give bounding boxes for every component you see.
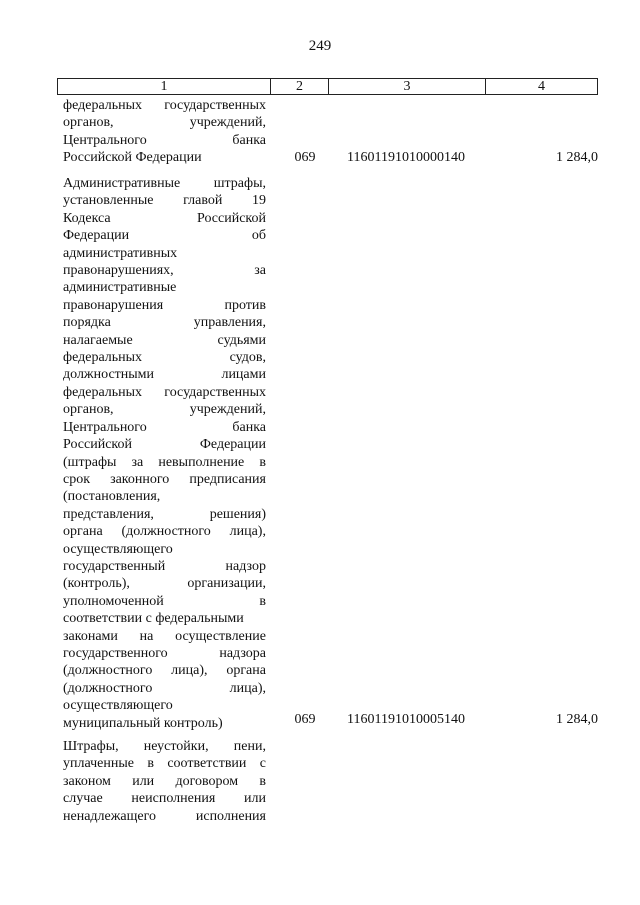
description-word: неисполнения <box>131 791 216 807</box>
description-word: федеральных <box>63 98 143 113</box>
description-word: в <box>147 756 154 772</box>
description-word: Федерации <box>63 228 130 244</box>
description-word: (должностного <box>63 663 153 679</box>
description-line <box>63 436 266 453</box>
description-word: установленные <box>63 193 154 209</box>
description-word: законом <box>63 773 111 789</box>
description-word: учреждений, <box>189 402 266 418</box>
description-word: осуществление <box>175 628 266 644</box>
description-word: лица), <box>171 663 208 679</box>
description-word: за <box>131 454 144 470</box>
description-word: представления, <box>63 506 154 522</box>
description-word: законного <box>110 471 170 487</box>
description-word: об <box>251 228 266 244</box>
description-word: в <box>259 593 266 609</box>
description-line <box>63 738 266 755</box>
description-line <box>63 575 266 592</box>
description-word: лица), <box>229 680 266 696</box>
description-line <box>63 97 266 114</box>
description-word: Штрафы, <box>63 739 119 754</box>
description-line <box>63 114 266 131</box>
header-col-1: 1 <box>58 79 271 94</box>
row-2-admin-code: 069 <box>294 712 316 727</box>
description-word: или <box>244 791 266 807</box>
description-word: в <box>259 773 266 789</box>
description-word: органа <box>226 663 266 679</box>
description-word: осуществляющего <box>63 541 173 557</box>
description-word: (штрафы <box>63 454 117 470</box>
description-word: учреждений, <box>189 115 266 131</box>
description-word: государственного <box>63 645 168 661</box>
description-word: ненадлежащего <box>63 808 157 824</box>
description-word: государственный <box>63 558 166 574</box>
row-2-sum: 1 284,0 <box>556 712 598 727</box>
description-line <box>63 541 266 558</box>
description-line <box>63 471 266 488</box>
description-line <box>63 755 266 772</box>
description-word: организации, <box>187 576 266 592</box>
description-word: Административные <box>63 176 181 191</box>
page-number: 249 <box>308 38 332 54</box>
description-word: административные <box>63 280 177 296</box>
description-word: с <box>259 756 266 772</box>
description-word: федеральных <box>63 384 143 400</box>
description-word: Центрального <box>63 132 147 148</box>
description-word: неустойки, <box>143 739 209 754</box>
description-word: 19 <box>251 193 266 209</box>
description-word: договором <box>175 773 239 789</box>
description-line <box>63 790 266 807</box>
description-word: управления, <box>193 315 266 331</box>
description-line <box>63 454 266 471</box>
description-word: за <box>254 263 266 279</box>
description-word: невыполнение <box>158 454 245 470</box>
description-word: соответствии с федеральными <box>63 611 244 627</box>
description-line <box>63 192 266 209</box>
description-word: главой <box>183 193 223 209</box>
description-word: (должностного <box>121 524 211 540</box>
description-line <box>63 262 266 279</box>
description-line <box>63 506 266 523</box>
row-3-description <box>63 738 266 825</box>
description-line <box>63 488 266 505</box>
description-line <box>63 773 266 790</box>
description-word: (должностного <box>63 680 153 696</box>
description-line <box>63 175 266 192</box>
description-line <box>63 349 266 366</box>
row-2-budget-code: 11601191010005140 <box>347 712 465 727</box>
description-word: государственных <box>164 98 266 113</box>
description-line <box>63 645 266 662</box>
description-word: соответствии <box>167 756 247 772</box>
description-word: Российской <box>197 210 266 226</box>
description-line <box>63 808 266 825</box>
description-line <box>63 384 266 401</box>
description-word: (контроль), <box>63 576 130 592</box>
description-word: банка <box>232 419 266 435</box>
description-word: срок <box>63 471 91 487</box>
description-line <box>63 715 266 732</box>
description-word: уполномоченной <box>63 593 164 609</box>
row-1-description <box>63 97 266 167</box>
description-line <box>63 558 266 575</box>
header-col-4: 4 <box>538 79 545 94</box>
description-word: государственных <box>164 384 266 400</box>
description-line <box>63 662 266 679</box>
description-word: исполнения <box>195 808 266 824</box>
description-word: налагаемые <box>63 332 133 348</box>
header-col-2: 2 <box>271 79 329 94</box>
description-line <box>63 332 266 349</box>
description-line <box>63 680 266 697</box>
description-word: судов, <box>229 350 266 366</box>
description-line <box>63 279 266 296</box>
description-word: предписания <box>189 471 266 487</box>
row-1-admin-code: 069 <box>294 150 316 165</box>
description-line <box>63 610 266 627</box>
description-word: федеральных <box>63 350 143 366</box>
description-word: банка <box>232 132 266 148</box>
description-word: органов, <box>63 402 114 418</box>
description-word: уплаченные <box>63 756 134 772</box>
header-col-3: 3 <box>329 79 486 94</box>
description-line <box>63 401 266 418</box>
description-word: против <box>224 297 266 313</box>
description-word: (постановления, <box>63 489 161 505</box>
description-word: пени, <box>233 739 266 754</box>
row-1-sum: 1 284,0 <box>556 150 598 165</box>
description-word: Российской Федерации <box>63 150 202 166</box>
description-line <box>63 628 266 645</box>
description-line <box>63 149 266 166</box>
description-word: в <box>259 454 266 470</box>
description-word: лицами <box>221 367 266 383</box>
description-word: судьями <box>217 332 266 348</box>
description-line <box>63 245 266 262</box>
description-word: органа <box>63 524 103 540</box>
description-line <box>63 593 266 610</box>
description-line <box>63 210 266 227</box>
row-2-description <box>63 175 266 732</box>
description-line <box>63 523 266 540</box>
description-word: лица), <box>229 524 266 540</box>
description-line <box>63 419 266 436</box>
description-line <box>63 132 266 149</box>
description-word: должностными <box>63 367 155 383</box>
description-word: законами <box>63 628 118 644</box>
table-header <box>57 78 598 95</box>
description-word: органов, <box>63 115 114 131</box>
description-line <box>63 314 266 331</box>
description-word: штрафы, <box>213 176 266 191</box>
description-line <box>63 697 266 714</box>
description-word: административных <box>63 245 178 261</box>
description-word: порядка <box>63 315 111 331</box>
description-line <box>63 366 266 383</box>
description-word: надзора <box>219 645 266 661</box>
description-word: правонарушениях, <box>63 263 174 279</box>
description-word: Центрального <box>63 419 147 435</box>
description-word: случае <box>63 791 103 807</box>
row-1-budget-code: 11601191010000140 <box>347 150 465 165</box>
description-word: муниципальный контроль) <box>63 715 223 731</box>
description-word: Федерации <box>199 437 266 453</box>
description-word: надзор <box>225 558 266 574</box>
description-line <box>63 297 266 314</box>
description-word: правонарушения <box>63 297 164 313</box>
description-word: на <box>139 628 154 644</box>
description-word: или <box>132 773 155 789</box>
description-word: решения) <box>209 506 266 522</box>
description-word: Российской <box>63 437 132 453</box>
description-word: осуществляющего <box>63 698 173 714</box>
description-word: Кодекса <box>63 210 111 226</box>
description-line <box>63 227 266 244</box>
